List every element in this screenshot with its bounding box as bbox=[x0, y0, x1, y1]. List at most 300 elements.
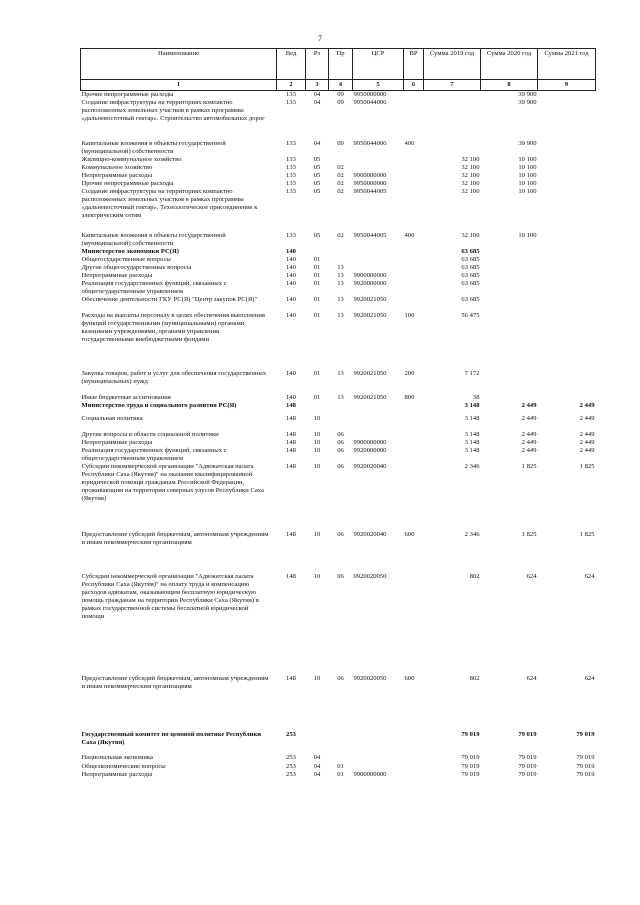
row-rz: 10 bbox=[313, 531, 321, 538]
row-csr: 9920020050 bbox=[353, 675, 387, 682]
row-sum-2021 bbox=[538, 394, 596, 402]
row-pr bbox=[329, 402, 353, 411]
row-spacer bbox=[81, 557, 596, 573]
row-ved: 133 bbox=[286, 188, 296, 195]
row-name: Коммунальное хозяйство bbox=[81, 164, 153, 171]
row-sum-2021 bbox=[538, 248, 596, 256]
row-vr bbox=[404, 99, 424, 137]
row-sum-2021 bbox=[538, 370, 596, 394]
row-name: Капитальные вложения в объекты государственной (муниципальной) собственности bbox=[81, 232, 226, 247]
row-csr bbox=[353, 754, 404, 763]
row-csr bbox=[353, 402, 404, 411]
row-ved: 140 bbox=[286, 272, 296, 279]
row-pr: 02 bbox=[337, 232, 344, 239]
row-vr bbox=[404, 763, 424, 771]
row-sum-2019: 63 685 bbox=[461, 264, 480, 271]
header-num-3: 3 bbox=[306, 80, 329, 91]
row-sum-2019: 32 100 bbox=[461, 180, 480, 187]
row-pr: 02 bbox=[337, 172, 344, 179]
row-sum-2021 bbox=[538, 232, 596, 248]
row-sum-2019 bbox=[424, 91, 481, 100]
row-sum-2020: 10 100 bbox=[518, 172, 537, 179]
row-sum-2021: 2 449 bbox=[579, 415, 595, 422]
row-sum-2019 bbox=[424, 99, 481, 137]
row-rz: 04 bbox=[313, 754, 321, 761]
row-sum-2020: 2 449 bbox=[521, 439, 537, 446]
row-sum-2020: 10 100 bbox=[518, 164, 537, 171]
row-pr: 06 bbox=[337, 675, 344, 682]
row-ved: 140 bbox=[286, 256, 296, 263]
table-row bbox=[81, 156, 596, 164]
row-pr: 06 bbox=[337, 439, 344, 446]
header-number-row bbox=[81, 80, 596, 91]
header-num-6: 6 bbox=[404, 80, 424, 91]
row-sum-2020 bbox=[481, 296, 538, 312]
row-pr: 13 bbox=[337, 312, 344, 319]
header-num-7: 7 bbox=[424, 80, 481, 91]
row-rz bbox=[306, 731, 329, 754]
row-sum-2020 bbox=[481, 264, 538, 272]
table-row bbox=[81, 754, 596, 763]
row-pr: 09 bbox=[337, 99, 344, 106]
row-sum-2019: 79 019 bbox=[461, 763, 480, 770]
header-num-2: 2 bbox=[277, 80, 306, 91]
row-csr: 9920020040 bbox=[353, 463, 387, 470]
row-sum-2019: 63 685 bbox=[461, 272, 480, 279]
header-num-1: 1 bbox=[81, 80, 277, 91]
row-sum-2020: 10 100 bbox=[518, 232, 537, 239]
header-sum-2021: Сумма 2021 год bbox=[538, 49, 596, 80]
row-ved: 253 bbox=[286, 771, 296, 778]
table-row bbox=[81, 402, 596, 411]
row-pr: 13 bbox=[337, 370, 344, 377]
row-name: Субсидии некоммерческой организации "Адвокатская палата Республики Саха (Якутия)" на оплату труда и компенсацию расходов адвокатам, оказывающим бесплатную юридическую помощь гражданам на территории Республики Саха (Якутия) в рамках государственной системы бесплатной юридической помощи bbox=[81, 573, 259, 620]
row-rz: 05 bbox=[313, 164, 321, 171]
row-csr: 9920000000 bbox=[353, 447, 387, 454]
row-rz: 10 bbox=[313, 431, 321, 438]
table-row bbox=[81, 447, 596, 463]
row-vr bbox=[404, 771, 424, 779]
row-csr: 9950044006 bbox=[353, 99, 387, 106]
header-name: Наименование bbox=[81, 49, 277, 80]
row-sum-2021: 2 449 bbox=[579, 431, 595, 438]
row-ved: 133 bbox=[286, 156, 296, 163]
row-sum-2021: 2 449 bbox=[579, 447, 595, 454]
row-rz: 04 bbox=[313, 140, 321, 147]
row-sum-2019: 3 148 bbox=[464, 402, 480, 409]
row-sum-2020: 79 019 bbox=[518, 771, 537, 778]
row-rz: 01 bbox=[313, 264, 321, 271]
row-pr: 06 bbox=[337, 431, 344, 438]
row-sum-2020: 39 900 bbox=[518, 140, 537, 147]
row-vr bbox=[404, 256, 424, 264]
row-csr: 9900000000 bbox=[353, 172, 387, 179]
row-rz bbox=[306, 248, 329, 256]
row-csr: 9920020050 bbox=[353, 573, 387, 580]
row-sum-2019: 3 148 bbox=[464, 431, 480, 438]
row-sum-2020: 1 825 bbox=[521, 463, 537, 470]
row-csr: 9920021050 bbox=[353, 394, 387, 401]
row-sum-2020 bbox=[481, 312, 538, 360]
row-ved: 140 bbox=[286, 264, 296, 271]
spacer-cell bbox=[81, 717, 596, 731]
row-sum-2019: 63 685 bbox=[461, 296, 480, 303]
row-rz: 04 bbox=[313, 771, 321, 778]
row-vr bbox=[404, 172, 424, 180]
row-name: Создание инфраструктуры на территориях компактно расположенных земельных участков в рамках программы «дальневосточный гектар». Строительство автомобильных дорог bbox=[81, 99, 265, 122]
row-sum-2019: 3 148 bbox=[464, 439, 480, 446]
row-pr: 01 bbox=[337, 763, 344, 770]
row-pr: 01 bbox=[337, 771, 344, 778]
row-rz: 01 bbox=[313, 296, 321, 303]
row-pr: 06 bbox=[337, 447, 344, 454]
row-sum-2019: 32 100 bbox=[461, 164, 480, 171]
row-vr bbox=[404, 156, 424, 164]
row-sum-2020 bbox=[481, 370, 538, 394]
row-sum-2019: 32 100 bbox=[461, 188, 480, 195]
row-sum-2020: 10 100 bbox=[518, 180, 537, 187]
row-sum-2020: 2 449 bbox=[521, 431, 537, 438]
row-name: Прочие непрограммные расходы bbox=[81, 180, 174, 187]
row-csr: 9920021050 bbox=[353, 370, 387, 377]
row-rz: 05 bbox=[313, 188, 321, 195]
row-rz: 01 bbox=[313, 312, 321, 319]
row-sum-2021: 79 019 bbox=[576, 771, 595, 778]
row-sum-2021 bbox=[538, 140, 596, 156]
row-pr bbox=[329, 754, 353, 763]
row-ved: 148 bbox=[286, 675, 296, 682]
row-vr bbox=[404, 272, 424, 280]
table-row bbox=[81, 232, 596, 248]
table-row bbox=[81, 172, 596, 180]
row-sum-2020: 2 449 bbox=[521, 415, 537, 422]
row-sum-2021 bbox=[538, 280, 596, 296]
table-row bbox=[81, 280, 596, 296]
row-rz: 01 bbox=[313, 280, 321, 287]
header-vr: ВР bbox=[404, 49, 424, 80]
row-ved: 140 bbox=[286, 296, 296, 303]
row-name: Прочие непрограммные расходы bbox=[81, 91, 174, 98]
row-sum-2020: 624 bbox=[526, 675, 537, 682]
row-vr: 600 bbox=[404, 675, 415, 682]
row-csr: 9950044006 bbox=[353, 140, 387, 147]
table-row bbox=[81, 91, 596, 100]
row-name: Министерство экономики РС(Я) bbox=[81, 248, 179, 255]
row-name: Капитальные вложения в объекты государственной (муниципальной) собственности bbox=[81, 140, 226, 155]
row-vr bbox=[404, 431, 424, 439]
row-sum-2019: 79 019 bbox=[461, 771, 480, 778]
table-row bbox=[81, 573, 596, 637]
row-vr bbox=[404, 91, 424, 100]
row-pr: 13 bbox=[337, 296, 344, 303]
row-name: Закупка товаров, работ и услуг для обеспечения государственных (муниципальных) нужд bbox=[81, 370, 267, 385]
row-csr: 9920000000 bbox=[353, 280, 387, 287]
row-sum-2021: 624 bbox=[584, 675, 595, 682]
header-sum-2020: Сумма 2020 год bbox=[481, 49, 538, 80]
table-row bbox=[81, 731, 596, 754]
row-name: Непрограммные расходы bbox=[81, 272, 153, 279]
header-num-9: 9 bbox=[538, 80, 596, 91]
spacer-cell bbox=[81, 519, 596, 531]
table-row bbox=[81, 763, 596, 771]
row-rz: 05 bbox=[313, 232, 321, 239]
header-row bbox=[81, 49, 596, 80]
row-pr bbox=[329, 256, 353, 264]
row-sum-2019: 802 bbox=[469, 675, 480, 682]
table-row bbox=[81, 180, 596, 188]
row-vr: 400 bbox=[404, 140, 415, 147]
row-pr: 06 bbox=[337, 573, 344, 580]
row-vr: 100 bbox=[404, 312, 415, 319]
row-ved: 140 bbox=[286, 370, 296, 377]
row-ved: 140 bbox=[286, 312, 296, 319]
row-sum-2019: 63 685 bbox=[461, 248, 480, 255]
row-rz: 05 bbox=[313, 172, 321, 179]
row-vr: 800 bbox=[404, 394, 415, 401]
row-ved: 148 bbox=[286, 531, 296, 538]
row-ved: 148 bbox=[286, 439, 296, 446]
row-sum-2019: 79 019 bbox=[461, 754, 480, 761]
row-vr bbox=[404, 463, 424, 519]
row-sum-2020: 79 019 bbox=[518, 731, 537, 738]
row-csr: 9900000000 bbox=[353, 771, 387, 778]
table-row bbox=[81, 394, 596, 402]
row-sum-2019: 56 475 bbox=[461, 312, 480, 319]
row-vr bbox=[404, 180, 424, 188]
row-vr bbox=[404, 439, 424, 447]
row-csr bbox=[353, 731, 404, 754]
table-row bbox=[81, 312, 596, 360]
page-number: 7 bbox=[318, 34, 322, 43]
row-rz: 05 bbox=[313, 156, 321, 163]
row-vr bbox=[404, 415, 424, 431]
row-ved: 133 bbox=[286, 140, 296, 147]
row-sum-2019: 32 100 bbox=[461, 232, 480, 239]
row-vr bbox=[404, 188, 424, 227]
table-row bbox=[81, 164, 596, 172]
row-vr bbox=[404, 402, 424, 411]
row-sum-2019: 3 148 bbox=[464, 447, 480, 454]
row-pr: 02 bbox=[337, 188, 344, 195]
row-vr bbox=[404, 164, 424, 172]
table-row bbox=[81, 272, 596, 280]
row-rz: 04 bbox=[313, 91, 321, 98]
row-sum-2021 bbox=[538, 156, 596, 164]
row-ved: 148 bbox=[286, 447, 296, 454]
row-csr bbox=[353, 415, 404, 431]
row-csr: 9900000000 bbox=[353, 272, 387, 279]
row-sum-2021: 79 019 bbox=[576, 763, 595, 770]
row-ved: 140 bbox=[286, 280, 296, 287]
row-pr: 09 bbox=[337, 91, 344, 98]
row-ved: 133 bbox=[286, 99, 296, 106]
row-vr bbox=[404, 264, 424, 272]
row-vr bbox=[404, 731, 424, 754]
row-sum-2020: 39 900 bbox=[518, 99, 537, 106]
row-rz bbox=[306, 402, 329, 411]
row-csr bbox=[353, 763, 404, 771]
row-sum-2019: 2 346 bbox=[464, 531, 480, 538]
row-rz: 10 bbox=[313, 675, 321, 682]
table-row bbox=[81, 370, 596, 394]
row-csr bbox=[353, 156, 404, 164]
row-sum-2021 bbox=[538, 180, 596, 188]
row-name: Непрограммные расходы bbox=[81, 439, 153, 446]
table-row bbox=[81, 531, 596, 557]
row-pr: 09 bbox=[337, 140, 344, 147]
row-ved: 133 bbox=[286, 232, 296, 239]
row-name: Непрограммные расходы bbox=[81, 771, 153, 778]
spacer-cell bbox=[81, 360, 596, 370]
row-pr: 02 bbox=[337, 164, 344, 171]
row-sum-2021: 2 449 bbox=[579, 402, 595, 409]
row-sum-2021 bbox=[538, 164, 596, 172]
row-csr bbox=[353, 256, 404, 264]
row-ved: 148 bbox=[286, 402, 296, 409]
row-name: Другие вопросы в области социальной политики bbox=[81, 431, 219, 438]
row-ved: 148 bbox=[286, 415, 296, 422]
header-num-5: 5 bbox=[353, 80, 404, 91]
row-csr: 9920020040 bbox=[353, 531, 387, 538]
row-name: Общегосударственные вопросы bbox=[81, 256, 171, 263]
row-rz: 10 bbox=[313, 439, 321, 446]
row-sum-2021 bbox=[538, 172, 596, 180]
row-pr bbox=[329, 415, 353, 431]
row-name: Расходы на выплаты персоналу в целях обеспечения выполнения функций государственными (муниципальными) органами, казенными учреждениями, органами управления государственными внебюджетными фондами bbox=[81, 312, 265, 343]
row-pr: 13 bbox=[337, 394, 344, 401]
header-csr: ЦСР bbox=[353, 49, 404, 80]
row-vr bbox=[404, 573, 424, 637]
row-vr bbox=[404, 248, 424, 256]
row-sum-2020: 39 900 bbox=[518, 91, 537, 98]
row-csr bbox=[353, 264, 404, 272]
row-sum-2020 bbox=[481, 256, 538, 264]
table-row bbox=[81, 296, 596, 312]
row-name: Общеэкономические вопросы bbox=[81, 763, 166, 770]
table-row bbox=[81, 99, 596, 137]
row-rz: 01 bbox=[313, 256, 321, 263]
row-ved: 133 bbox=[286, 164, 296, 171]
row-sum-2019 bbox=[424, 140, 481, 156]
row-csr: 9950000000 bbox=[353, 91, 387, 98]
header-num-8: 8 bbox=[481, 80, 538, 91]
table-row bbox=[81, 675, 596, 717]
row-sum-2020 bbox=[481, 280, 538, 296]
row-sum-2021 bbox=[538, 272, 596, 280]
row-name: Государственный комитет по ценовой политике Республики Саха (Якутия) bbox=[81, 731, 262, 746]
row-sum-2020: 624 bbox=[526, 573, 537, 580]
table-row bbox=[81, 431, 596, 439]
row-rz: 10 bbox=[313, 447, 321, 454]
row-pr: 06 bbox=[337, 463, 344, 470]
row-ved: 140 bbox=[286, 394, 296, 401]
row-ved: 253 bbox=[286, 763, 296, 770]
row-sum-2021 bbox=[538, 264, 596, 272]
row-ved: 133 bbox=[286, 180, 296, 187]
row-csr: 9920021050 bbox=[353, 296, 387, 303]
row-rz: 04 bbox=[313, 763, 321, 770]
row-pr: 02 bbox=[337, 180, 344, 187]
row-pr: 13 bbox=[337, 264, 344, 271]
row-sum-2019: 63 685 bbox=[461, 280, 480, 287]
row-name: Предоставление субсидий бюджетным, автономным учреждениям и иным некоммерческим организациям bbox=[81, 675, 269, 690]
row-csr: 9950044005 bbox=[353, 232, 387, 239]
row-sum-2021: 2 449 bbox=[579, 439, 595, 446]
row-name: Обеспечение деятельности ГКУ РС(Я) "Центр закупок РС(Я)" bbox=[81, 296, 258, 303]
row-name: Реализация государственных функций, связанных с общегосударственным управлением bbox=[81, 280, 227, 295]
row-sum-2020 bbox=[481, 272, 538, 280]
row-sum-2021: 1 825 bbox=[579, 531, 595, 538]
row-sum-2021: 624 bbox=[584, 573, 595, 580]
row-sum-2021: 1 825 bbox=[579, 463, 595, 470]
row-ved: 133 bbox=[286, 172, 296, 179]
header-pr: Пр bbox=[329, 49, 353, 80]
row-rz: 10 bbox=[313, 415, 321, 422]
row-sum-2019: 2 346 bbox=[464, 463, 480, 470]
row-rz: 01 bbox=[313, 272, 321, 279]
row-sum-2020: 79 019 bbox=[518, 754, 537, 761]
row-rz: 10 bbox=[313, 463, 321, 470]
row-sum-2021: 79 019 bbox=[576, 731, 595, 738]
row-vr bbox=[404, 447, 424, 463]
row-name: Иные бюджетные ассигнования bbox=[81, 394, 171, 401]
row-sum-2020: 2 449 bbox=[521, 402, 537, 409]
row-name: Субсидии некоммерческой организации "Адвокатская палата Республики Саха (Якутия)" на оказание квалифицированной юридической помощи гражданам Российской Федерации, проживающим на территории северных улусов Республики Саха (Якутия) bbox=[81, 463, 264, 502]
row-rz: 04 bbox=[313, 99, 321, 106]
table-row bbox=[81, 439, 596, 447]
row-pr: 13 bbox=[337, 272, 344, 279]
row-pr bbox=[329, 156, 353, 164]
row-sum-2019: 32 100 bbox=[461, 156, 480, 163]
header-sum-2019: Сумма 2019 год bbox=[424, 49, 481, 80]
table-body bbox=[81, 91, 596, 780]
table-row bbox=[81, 771, 596, 779]
row-sum-2020: 1 825 bbox=[521, 531, 537, 538]
row-vr: 600 bbox=[404, 531, 415, 538]
row-ved: 148 bbox=[286, 463, 296, 470]
row-sum-2020 bbox=[481, 248, 538, 256]
row-sum-2020: 10 100 bbox=[518, 156, 537, 163]
table-row bbox=[81, 188, 596, 227]
table-row bbox=[81, 415, 596, 431]
row-sum-2019: 802 bbox=[469, 573, 480, 580]
row-ved: 253 bbox=[286, 754, 296, 761]
row-spacer bbox=[81, 637, 596, 675]
row-csr bbox=[353, 248, 404, 256]
row-csr: 9920021050 bbox=[353, 312, 387, 319]
table-row bbox=[81, 264, 596, 272]
row-name: Другие общегосударственные вопросы bbox=[81, 264, 192, 271]
row-csr: 9900000000 bbox=[353, 439, 387, 446]
table-header bbox=[81, 49, 596, 91]
budget-table bbox=[80, 48, 596, 779]
row-sum-2021 bbox=[538, 91, 596, 100]
header-ved: Вед bbox=[277, 49, 306, 80]
row-sum-2020: 79 019 bbox=[518, 763, 537, 770]
row-vr bbox=[404, 296, 424, 312]
row-ved: 148 bbox=[286, 573, 296, 580]
row-name: Реализация государственных функций, связанных с общегосударственным управлением bbox=[81, 447, 227, 462]
row-spacer bbox=[81, 360, 596, 370]
row-sum-2019: 38 bbox=[472, 394, 480, 401]
row-name: Предоставление субсидий бюджетным, автономным учреждениям и иным некоммерческим организациям bbox=[81, 531, 269, 546]
row-pr bbox=[329, 731, 353, 754]
row-sum-2021: 79 019 bbox=[576, 754, 595, 761]
header-rz: Рз bbox=[306, 49, 329, 80]
row-spacer bbox=[81, 519, 596, 531]
row-ved: 140 bbox=[286, 248, 296, 255]
row-name: Непрограммные расходы bbox=[81, 172, 153, 179]
